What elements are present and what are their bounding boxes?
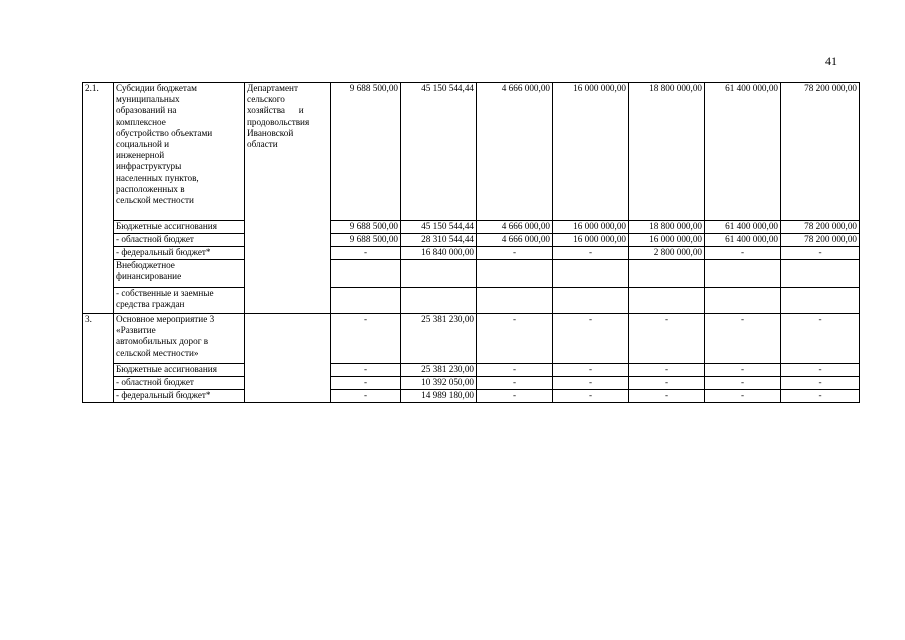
row-executor xyxy=(245,314,331,403)
value-cell xyxy=(629,260,705,288)
value-cell: 9 688 500,00 xyxy=(331,234,401,247)
value-cell: - xyxy=(553,247,629,260)
value-cell xyxy=(553,260,629,288)
value-cell: - xyxy=(553,377,629,390)
value-cell: 61 400 000,00 xyxy=(705,221,781,234)
value-cell xyxy=(629,288,705,314)
value-cell xyxy=(705,288,781,314)
table-row xyxy=(83,260,860,288)
value-cell: 78 200 000,00 xyxy=(781,221,860,234)
value-cell: - xyxy=(781,314,860,364)
row-name: - областной бюджет xyxy=(114,234,245,247)
value-cell: - xyxy=(477,377,553,390)
row-name: Субсидии бюджетам муниципальных образований на комплексное обустройство объектами социальной и инженерной инфраструктуры населенных пунктов, расположенных в сельской местности xyxy=(114,83,245,221)
value-cell: 16 000 000,00 xyxy=(629,234,705,247)
value-cell: - xyxy=(705,377,781,390)
page-number: 41 xyxy=(825,54,837,68)
value-cell: - xyxy=(477,364,553,377)
value-cell: - xyxy=(705,390,781,403)
value-cell xyxy=(477,260,553,288)
value-cell: 28 310 544,44 xyxy=(401,234,477,247)
value-cell xyxy=(331,260,401,288)
value-cell: - xyxy=(331,247,401,260)
value-cell: 9 688 500,00 xyxy=(331,83,401,221)
value-cell: 16 000 000,00 xyxy=(553,234,629,247)
value-cell: 4 666 000,00 xyxy=(477,221,553,234)
value-cell xyxy=(401,288,477,314)
value-cell: 2 800 000,00 xyxy=(629,247,705,260)
value-cell: 78 200 000,00 xyxy=(781,234,860,247)
value-cell: 78 200 000,00 xyxy=(781,83,860,221)
value-cell: - xyxy=(553,364,629,377)
value-cell xyxy=(477,288,553,314)
value-cell: - xyxy=(629,377,705,390)
table-row xyxy=(83,83,860,221)
value-cell: 25 381 230,00 xyxy=(401,314,477,364)
value-cell xyxy=(401,260,477,288)
value-cell: - xyxy=(781,377,860,390)
value-cell: 9 688 500,00 xyxy=(331,221,401,234)
table-row xyxy=(83,288,860,314)
value-cell: 61 400 000,00 xyxy=(705,83,781,221)
table-row xyxy=(83,390,860,403)
value-cell: 25 381 230,00 xyxy=(401,364,477,377)
value-cell: 14 989 180,00 xyxy=(401,390,477,403)
value-cell: 18 800 000,00 xyxy=(629,83,705,221)
row-name: - собственные и заемные средства граждан xyxy=(114,288,245,314)
value-cell: 10 392 050,00 xyxy=(401,377,477,390)
value-cell: 16 000 000,00 xyxy=(553,221,629,234)
value-cell xyxy=(781,288,860,314)
table-row xyxy=(83,314,860,364)
value-cell xyxy=(705,260,781,288)
budget-table xyxy=(82,82,860,403)
value-cell xyxy=(553,288,629,314)
row-number: 2.1. xyxy=(83,83,114,314)
value-cell: - xyxy=(331,314,401,364)
value-cell: - xyxy=(781,390,860,403)
row-name: - федеральный бюджет* xyxy=(114,247,245,260)
value-cell: - xyxy=(705,314,781,364)
row-executor: Департамент сельского хозяйства и продовольствия Ивановской области xyxy=(245,83,331,314)
value-cell: - xyxy=(553,314,629,364)
table-row xyxy=(83,247,860,260)
value-cell: 4 666 000,00 xyxy=(477,234,553,247)
value-cell: - xyxy=(781,247,860,260)
value-cell: - xyxy=(629,364,705,377)
value-cell: - xyxy=(781,364,860,377)
value-cell xyxy=(331,288,401,314)
table-row xyxy=(83,234,860,247)
value-cell: 45 150 544,44 xyxy=(401,83,477,221)
row-name: Внебюджетное финансирование xyxy=(114,260,245,288)
value-cell xyxy=(781,260,860,288)
row-name: Бюджетные ассигнования xyxy=(114,221,245,234)
value-cell: 16 000 000,00 xyxy=(553,83,629,221)
value-cell: 18 800 000,00 xyxy=(629,221,705,234)
table-row xyxy=(83,364,860,377)
value-cell: - xyxy=(477,314,553,364)
value-cell: - xyxy=(553,390,629,403)
value-cell: - xyxy=(331,364,401,377)
row-number: 3. xyxy=(83,314,114,403)
value-cell: - xyxy=(331,390,401,403)
row-name: - федеральный бюджет* xyxy=(114,390,245,403)
row-name: - областной бюджет xyxy=(114,377,245,390)
value-cell: - xyxy=(477,390,553,403)
value-cell: 16 840 000,00 xyxy=(401,247,477,260)
value-cell: 45 150 544,44 xyxy=(401,221,477,234)
row-name: Основное мероприятие 3 «Развитие автомобильных дорог в сельской местности» xyxy=(114,314,245,364)
row-name: Бюджетные ассигнования xyxy=(114,364,245,377)
table-row xyxy=(83,377,860,390)
value-cell: - xyxy=(705,364,781,377)
table-row xyxy=(83,221,860,234)
value-cell: 4 666 000,00 xyxy=(477,83,553,221)
value-cell: - xyxy=(629,390,705,403)
value-cell: - xyxy=(331,377,401,390)
value-cell: - xyxy=(705,247,781,260)
value-cell: - xyxy=(629,314,705,364)
value-cell: - xyxy=(477,247,553,260)
value-cell: 61 400 000,00 xyxy=(705,234,781,247)
